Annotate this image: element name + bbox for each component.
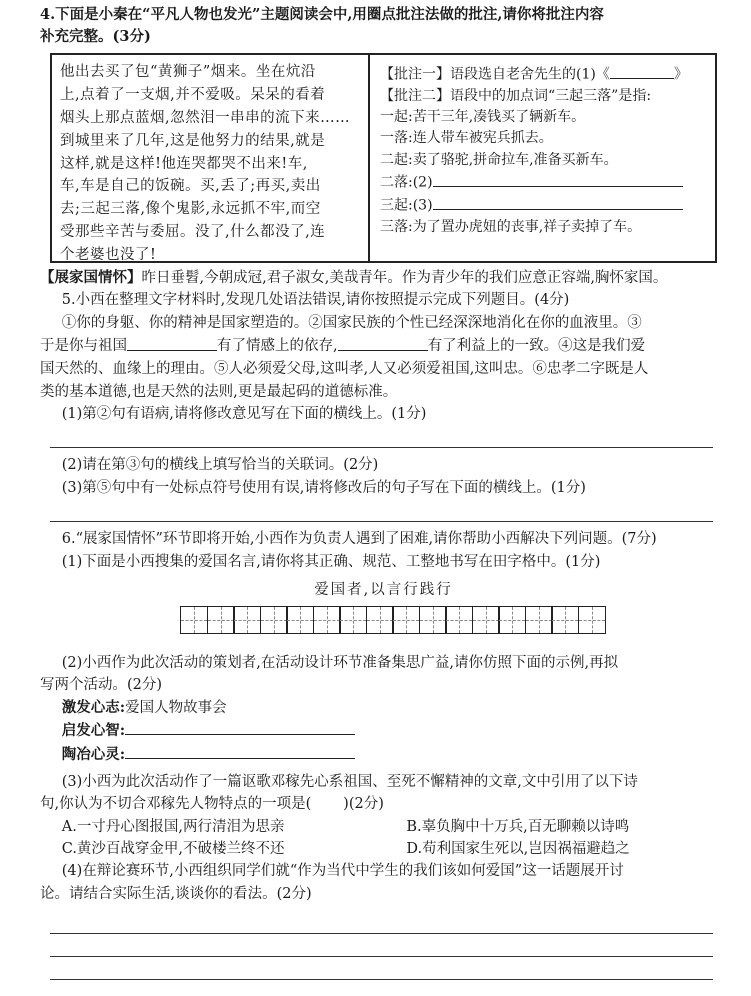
q6-choices bbox=[40, 816, 727, 861]
q6-answer-line-2[interactable] bbox=[50, 934, 713, 957]
tianzi-cell[interactable] bbox=[366, 606, 394, 634]
q6-activity-2: 启发心智: bbox=[40, 719, 727, 743]
tianzi-cell[interactable] bbox=[551, 606, 579, 634]
q5-sub3: (3)第⑤句中有一处标点符号使用有误,请将修改后的句子写在下面的横线上。(1分) bbox=[61, 479, 586, 496]
passage-line: 车,车是自己的饭碗。买,丢了;再买,卖出 bbox=[60, 178, 321, 195]
q5-answer-line-1[interactable] bbox=[50, 425, 713, 448]
tianzi-cell[interactable] bbox=[339, 606, 367, 634]
passage-line: 去;三起三落,像个鬼影,永远抓不牢,而空 bbox=[60, 201, 321, 218]
passage-line: 个老婆也没了! bbox=[60, 247, 157, 264]
q4-item-4: 二落:(2) bbox=[380, 171, 705, 194]
passage-line: 到城里来了几年,这是他努力的结果,就是 bbox=[60, 132, 326, 149]
tianzi-cell[interactable] bbox=[525, 606, 553, 634]
q4-item-3: 二起:卖了骆驼,拼命拉车,准备买新车。 bbox=[380, 151, 618, 168]
passage-line: 烟头上那点蓝烟,忽然泪一串串的流下来…… bbox=[60, 109, 351, 126]
q6-answer-line-3[interactable] bbox=[50, 957, 713, 980]
q6-sub4-line2: 论。请结合实际生活,谈谈你的看法。(2分) bbox=[40, 885, 312, 902]
q4-title bbox=[40, 4, 727, 49]
q5-blank-1[interactable] bbox=[127, 334, 217, 350]
tianzi-cell[interactable] bbox=[207, 606, 235, 634]
q5-title: 5.小西在整理文字材料时,发现几处语法错误,请你按照提示完成下列题目。(4分) bbox=[61, 292, 570, 309]
passage-line: 上,点着了一支烟,并不爱吸。呆呆的看着 bbox=[60, 86, 326, 103]
q6-activity-3-blank[interactable] bbox=[125, 743, 355, 759]
q6-sub1: (1)下面是小西搜集的爱国名言,请你将其正确、规范、工整地书写在田字格中。(1分) bbox=[61, 553, 601, 570]
q5-blank-2[interactable] bbox=[338, 334, 428, 350]
q6-activity-2-blank[interactable] bbox=[125, 719, 355, 735]
q4-annotation-box bbox=[50, 53, 717, 263]
q6-sub3-line2: 句,你认为不切合邓稼先人物特点的一项是( )(2分) bbox=[40, 796, 384, 813]
q6-sub4-line1: (4)在辩论赛环节,小西组织同学们就“作为当代中学生的我们该如何爱国”这一话题展开讨 bbox=[61, 863, 624, 880]
q4-item-5: 三起:(3) bbox=[380, 194, 705, 217]
choice-d[interactable]: D.苟利国家生死以,岂因祸福避趋之 bbox=[406, 840, 630, 857]
q5-para-line1: ①你的身躯、你的精神是国家塑造的。②国家民族的个性已经深深地消化在你的血液里。③ bbox=[61, 314, 642, 331]
q4-notes bbox=[370, 55, 715, 261]
q4-passage bbox=[52, 55, 370, 264]
q6-title: 6.“展家国情怀”环节即将开始,小西作为负责人遇到了困难,请你帮助小西解决下列问题。(7分) bbox=[61, 531, 657, 548]
q5-para-line4: 类的基本道德,也是天然的法则,更是最起码的道德标准。 bbox=[40, 383, 398, 400]
tianzi-cell[interactable] bbox=[472, 606, 500, 634]
q4-note1: 【批注一】语段选自老舍先生的(1)《 》 bbox=[380, 63, 705, 86]
passage-line: 受那些辛苦与委屈。没了,什么都没了,连 bbox=[60, 224, 326, 241]
q6-motto: 爱国者,以言行践行 bbox=[314, 582, 453, 599]
q6-activity-1: 激发心志:爱国人物故事会 bbox=[61, 698, 227, 716]
q4-title-line1: 4.下面是小秦在“平凡人物也发光”主题阅读会中,用圈点批注法做的批注,请你将批注内容 bbox=[40, 6, 604, 23]
section-intro bbox=[40, 267, 727, 289]
q4-blank-3[interactable] bbox=[433, 194, 683, 210]
tianzi-grid[interactable] bbox=[60, 606, 727, 634]
passage-line: 他出去买了包“黄狮子”烟来。坐在炕沿 bbox=[60, 63, 316, 80]
tianzi-cell[interactable] bbox=[445, 606, 473, 634]
tianzi-cell[interactable] bbox=[180, 606, 208, 634]
q6-sub2-line2: 写两个活动。(2分) bbox=[40, 677, 163, 694]
tianzi-cell[interactable] bbox=[286, 606, 314, 634]
q5-sub1: (1)第②句有语病,请将修改意见写在下面的横线上。(1分) bbox=[61, 405, 427, 422]
q6-sub2-line1: (2)小西作为此次活动的策划者,在活动设计环节准备集思广益,请你仿照下面的示例,再拟 bbox=[61, 654, 619, 671]
q5-sub2: (2)请在第③句的横线上填写恰当的关联词。(2分) bbox=[61, 457, 379, 474]
section-heading: 【展家国情怀】 bbox=[40, 268, 142, 286]
choice-b[interactable]: B.辜负胸中十万兵,百无聊赖以诗鸣 bbox=[406, 818, 630, 835]
q5-answer-line-2[interactable] bbox=[50, 499, 713, 522]
q6-answer-line-1[interactable] bbox=[50, 911, 713, 934]
q4-blank-2[interactable] bbox=[433, 171, 683, 187]
tianzi-cell[interactable] bbox=[498, 606, 526, 634]
tianzi-cell[interactable] bbox=[419, 606, 447, 634]
section-text: 昨日垂髫,今朝成冠,君子淑女,美哉青年。作为青少年的我们应意正容端,胸怀家国。 bbox=[141, 269, 668, 286]
tianzi-cell[interactable] bbox=[233, 606, 261, 634]
tianzi-cell[interactable] bbox=[392, 606, 420, 634]
tianzi-cell[interactable] bbox=[578, 606, 606, 634]
q6-activity-3: 陶冶心灵: bbox=[40, 743, 727, 767]
choice-c[interactable]: C.黄沙百战穿金甲,不破楼兰终不还 bbox=[61, 840, 285, 857]
q4-item-6: 三落:为了置办虎妞的丧事,祥子卖掉了车。 bbox=[380, 218, 642, 235]
q4-title-line2: 补充完整。(3分) bbox=[40, 28, 151, 46]
tianzi-cell[interactable] bbox=[313, 606, 341, 634]
q5-para-line3: 国天然的、血缘上的理由。⑤人必须爱父母,这叫孝,人又必须爱祖国,这叫忠。⑥忠孝二字既是人 bbox=[40, 361, 649, 378]
q4-item-2: 一落:连人带车被宪兵抓去。 bbox=[380, 130, 553, 147]
q4-blank-1[interactable] bbox=[610, 63, 674, 79]
q6-sub3-line1: (3)小西为此次活动作了一篇讴歌邓稼先心系祖国、至死不懈精神的文章,文中引用了以下诗 bbox=[61, 773, 638, 790]
q4-note2: 【批注二】语段中的加点词“三起三落”是指: bbox=[380, 87, 652, 104]
tianzi-cell[interactable] bbox=[260, 606, 288, 634]
q5-para-line2: 于是你与祖国 有了情感上的依存, 有了利益上的一致。④这是我们爱 bbox=[40, 334, 727, 358]
choice-a[interactable]: A.一寸丹心图报国,两行清泪为思亲 bbox=[61, 818, 285, 835]
q4-item-1: 一起:苦干三年,凑钱买了辆新车。 bbox=[380, 109, 586, 126]
passage-line: 这样,就是这样!他连哭都哭不出来!车, bbox=[60, 155, 308, 172]
